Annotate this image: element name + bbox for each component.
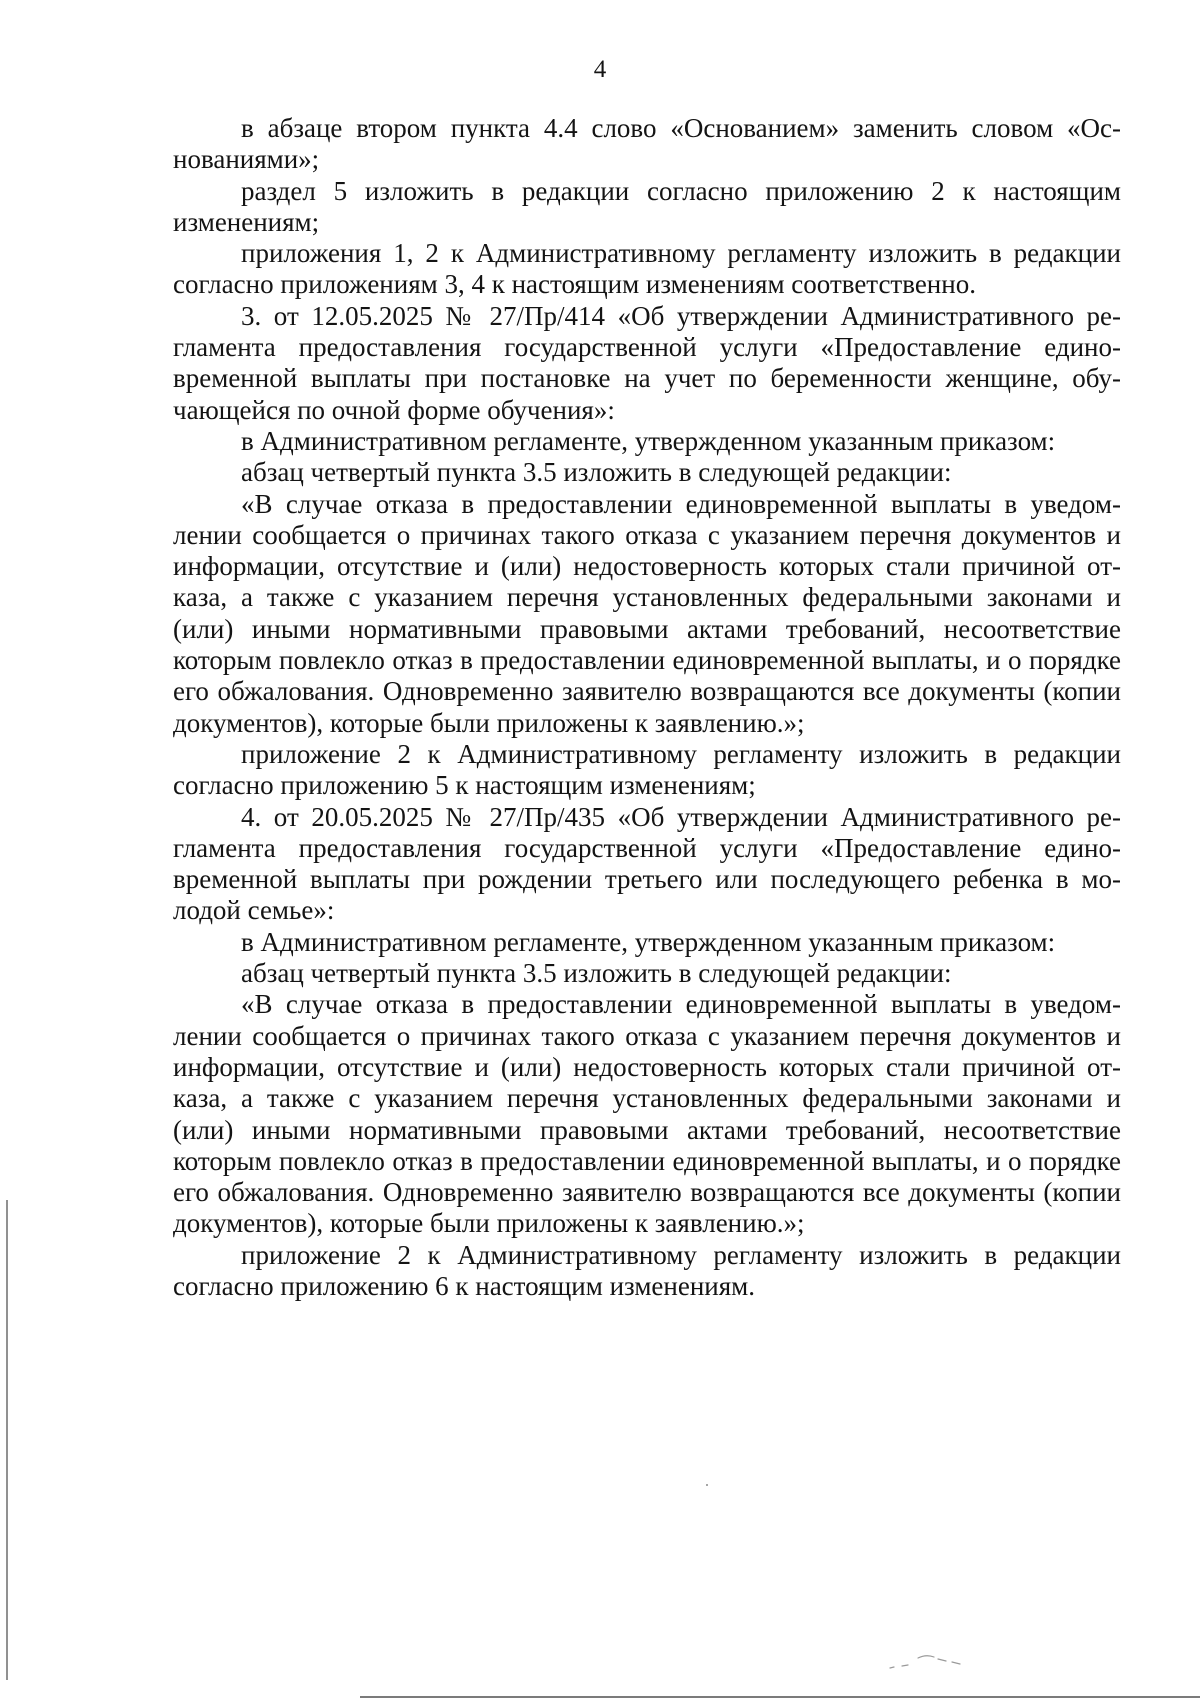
paragraph-11: абзац четвертый пункта 3.5 изложить в следующей редакции:: [241, 958, 952, 989]
paragraph-10: в Административном регламенте, утвержденном указанным приказом:: [241, 926, 1056, 957]
paragraph-13: приложение 2 к Административному регламенту изложить в редакции согласно приложению 6 к настоящим изменениям.: [173, 1239, 1121, 1301]
paragraph-8: приложение 2 к Административному регламенту изложить в редакции согласно приложению 5 к настоящим изменениям;: [173, 738, 1121, 801]
paragraph-2: раздел 5 изложить в редакции согласно приложению 2 к настоящим изменениям;: [173, 175, 1121, 237]
scan-bottom-edge-line: [360, 1696, 1200, 1698]
scan-left-edge-line: [6, 1200, 8, 1680]
paragraph-4: 3. от 12.05.2025 № 27/Пр/414 «Об утверждении Административного регламента предоставления государственной услуги «Предоставление единовременной выплаты при постановке на учет по беременности женщине, обучающейся по очной форме обучения»:: [173, 300, 1121, 425]
paragraph-9: 4. от 20.05.2025 № 27/Пр/435 «Об утверждении Административного регламента предоставления государственной услуги «Предоставление единовременной выплаты при рождении третьего или последующего ребенка в молодой семье»:: [173, 801, 1121, 926]
paragraph-7: «В случае отказа в предоставлении единовременной выплаты в уведомлении сообщается о причинах такого отказа с указанием перечня документов и информации, отсутствие и (или) недостоверность которых стали причиной отказа, а также с указанием перечня установленных федеральными законами и (или) иными нормативными правовыми актами требований, несоответствие которым повлекло отказ в предоставлении единовременной выплаты, и о порядке его обжалования. Одновременно заявителю возвращаются все документы (копии документов), которые были приложены к заявлению.»;: [173, 488, 1121, 738]
paragraph-5: в Административном регламенте, утвержденном указанным приказом:: [241, 425, 1056, 456]
paragraph-12: «В случае отказа в предоставлении единовременной выплаты в уведомлении сообщается о причинах такого отказа с указанием перечня документов и информации, отсутствие и (или) недостоверность которых стали причиной отказа, а также с указанием перечня установленных федеральными законами и (или) иными нормативными правовыми актами требований, несоответствие которым повлекло отказ в предоставлении единовременной выплаты, и о порядке его обжалования. Одновременно заявителю возвращаются все документы (копии документов), которые были приложены к заявлению.»;: [173, 989, 1121, 1239]
paragraph-6: абзац четвертый пункта 3.5 изложить в следующей редакции:: [241, 457, 952, 488]
page-number: 4: [593, 56, 607, 83]
document-body: [173, 113, 1121, 1302]
paragraph-1: в абзаце втором пункта 4.4 слово «Основанием» заменить словом «Основаниями»;: [173, 113, 1121, 175]
scan-smudge-marks: [888, 1650, 968, 1672]
paragraph-3: приложения 1, 2 к Административному регламенту изложить в редакции согласно приложениям 3, 4 к настоящим изменениям соответственно.: [173, 238, 1121, 300]
scan-speck: [706, 1484, 708, 1486]
